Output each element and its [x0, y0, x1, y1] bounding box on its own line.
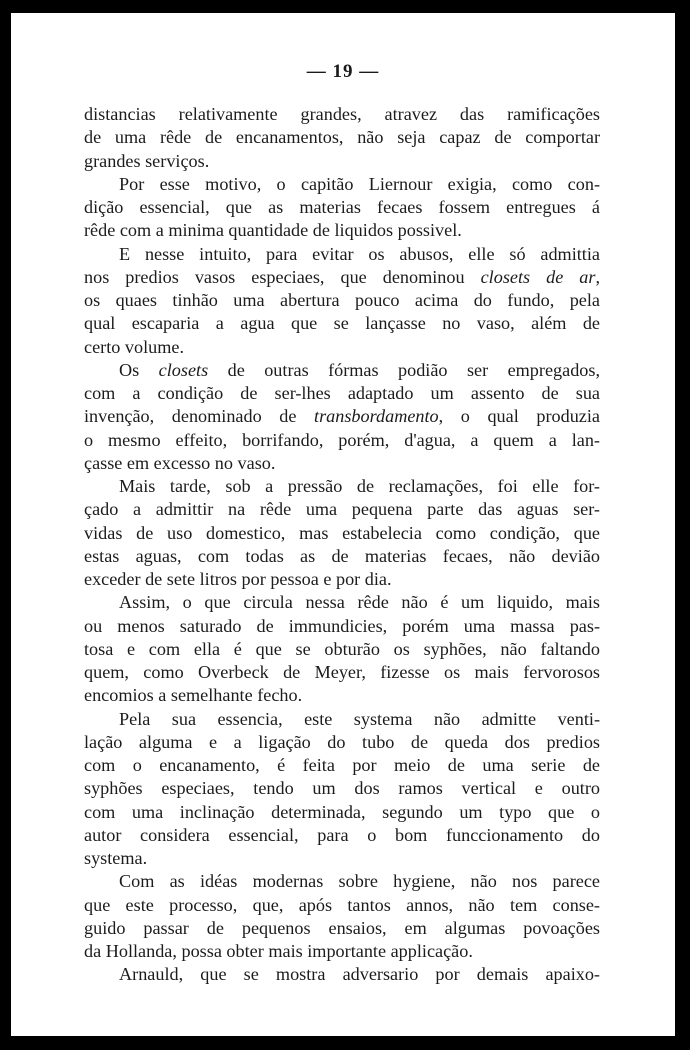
text-run: nos predios vasos especiaes, que denominou — [84, 266, 481, 287]
text-line: Pela sua essencia, este systema não admitte venti- — [119, 708, 600, 729]
italic-term: closets de ar — [480, 266, 596, 287]
body-text — [84, 103, 600, 987]
text-line: certo volume. — [84, 336, 184, 357]
text-line: grandes serviços. — [84, 150, 210, 171]
text-line: exceder de sete litros por pessoa e por dia. — [84, 569, 392, 589]
text-line: Com as idéas modernas sobre hygiene, não nos parece — [119, 871, 600, 892]
paragraph — [84, 591, 600, 707]
text-line: os quaes tinhão uma abertura pouco acima do fundo, pela — [84, 290, 600, 310]
italic-term: closets — [158, 359, 209, 380]
text-line: com uma inclinação determinada, segundo um typo que o — [84, 801, 600, 822]
paragraph — [84, 870, 600, 963]
text-line — [84, 266, 600, 289]
page-number: — 19 — — [306, 61, 380, 82]
text-line: guido passar de pequenos ensaios, em algumas povoações — [84, 917, 600, 938]
text-line: qual escaparia a agua que se lançasse no vaso, além de — [84, 313, 600, 334]
text-line: Por esse motivo, o capitão Liernour exigia, como con- — [119, 173, 600, 194]
text-line: Arnauld, que se mostra adversario por demais apaixo- — [119, 964, 600, 985]
text-run: , — [595, 266, 600, 287]
text-line: distancias relativamente grandes, atravez das ramificações — [84, 104, 600, 124]
text-line: autor considera essencial, para o bom funccionamento do — [84, 824, 600, 845]
text-run: Os — [119, 359, 159, 380]
text-line: dição essencial, que as materias fecaes fossem entregues á — [84, 197, 600, 217]
paragraph — [84, 243, 600, 359]
paragraph — [84, 475, 600, 591]
paragraph — [84, 359, 600, 475]
text-line — [84, 405, 600, 428]
text-line: quem, como Overbeck de Meyer, fizesse os mais fervorosos — [84, 662, 600, 682]
text-line: çasse em excesso no vaso. — [84, 452, 276, 473]
text-line: E nesse intuito, para evitar os abusos, elle só admittia — [119, 243, 600, 264]
text-line: estas aguas, com todas as de materias fecaes, não devião — [84, 545, 600, 566]
text-line: tosa e com ella é que se obturão os syphões, não faltando — [84, 638, 600, 659]
book-page — [11, 13, 675, 1036]
text-line — [84, 359, 600, 382]
text-line: encomios a semelhante fecho. — [84, 685, 303, 706]
text-line: rêde com a minima quantidade de liquidos possivel. — [84, 220, 462, 241]
text-line: syphões especiaes, tendo um dos ramos vertical e outro — [84, 778, 600, 799]
text-line: da Hollanda, possa obter mais importante applicação. — [84, 941, 473, 961]
text-line: de uma rêde de encanamentos, não seja capaz de comportar — [84, 127, 600, 148]
text-line: çado a admittir na rêde uma pequena parte das aguas ser- — [84, 499, 600, 520]
paragraph — [84, 963, 600, 986]
text-run: , o qual produzia — [438, 406, 600, 427]
text-run: de outras fórmas podião ser empregados, — [208, 359, 601, 380]
text-line: lação alguma e a ligação do tubo de queda dos predios — [84, 731, 600, 752]
text-line: vidas de uso domestico, mas estabelecia como condição, que — [84, 522, 600, 543]
text-line: Mais tarde, sob a pressão de reclamações, foi elle for- — [119, 476, 600, 496]
paragraph — [84, 103, 600, 173]
paragraph — [84, 173, 600, 243]
text-line: com o encanamento, é feita por meio de uma serie de — [84, 755, 600, 775]
paragraph — [84, 708, 600, 871]
text-line: Assim, o que circula nessa rêde não é um liquido, mais — [119, 592, 600, 613]
italic-term: transbordamento — [314, 406, 439, 427]
text-line: systema. — [84, 848, 148, 868]
text-line: com a condição de ser-lhes adaptado um assento de sua — [84, 383, 600, 403]
text-line: ou menos saturado de immundicies, porém uma massa pas- — [84, 615, 600, 636]
text-run: invenção, denominado de — [84, 406, 315, 427]
text-line: o mesmo effeito, borrifando, porém, d'agua, a quem a lan- — [84, 429, 600, 450]
text-line: que este processo, que, após tantos annos, não tem conse- — [84, 894, 600, 915]
